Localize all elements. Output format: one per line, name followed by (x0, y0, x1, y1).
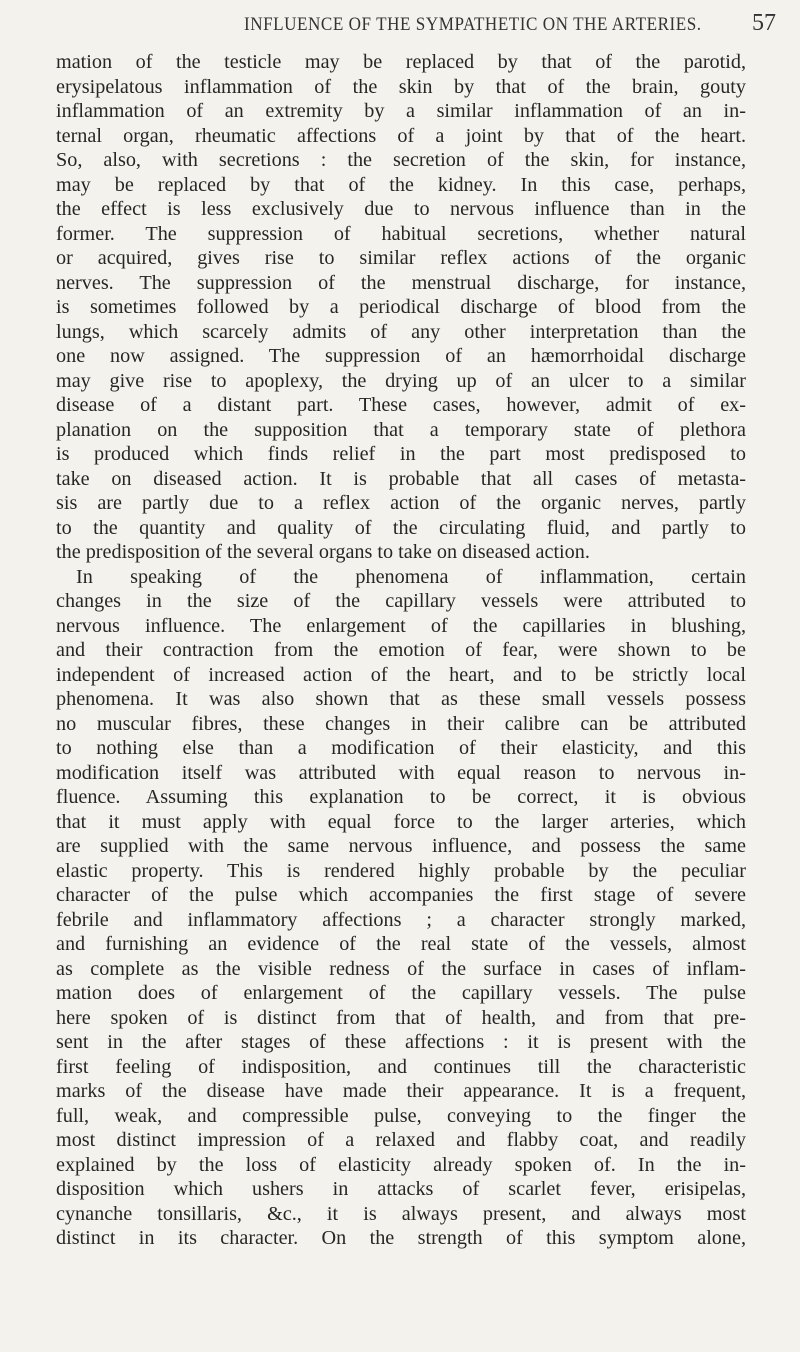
text-line: sis are partly due to a reflex action of the organic nerves, partly (56, 492, 746, 514)
text-line: disposition which ushers in attacks of scarlet fever, erisipelas, (56, 1178, 746, 1200)
text-line: to the quantity and quality of the circulating fluid, and partly to (56, 516, 746, 539)
text-line: full, weak, and compressible pulse, conveying to the finger the (56, 1104, 746, 1127)
text-line: phenomena. It was also shown that as these small vessels possess (56, 688, 746, 710)
text-line: are supplied with the same nervous influence, and possess the same (56, 835, 746, 857)
text-line: former. The suppression of habitual secretions, whether natural (56, 222, 746, 245)
text-line: explained by the loss of elasticity already spoken of. In the in- (56, 1153, 746, 1176)
text-line: erysipelatous inflammation of the skin by that of the brain, gouty (56, 75, 746, 98)
text-line: mation of the testicle may be replaced by that of the parotid, (56, 51, 746, 73)
text-line: to nothing else than a modification of their elasticity, and this (56, 737, 746, 759)
text-line: distinct in its character. On the strength of this symptom alone, (56, 1227, 746, 1249)
page-number: 57 (752, 10, 776, 36)
text-line: changes in the size of the capillary vessels were attributed to (56, 590, 746, 612)
text-line: modification itself was attributed with equal reason to nervous in- (56, 761, 746, 784)
text-line: elastic property. This is rendered highly probable by the peculiar (56, 859, 746, 882)
text-line: planation on the supposition that a temporary state of plethora (56, 418, 746, 441)
text-line: disease of a distant part. These cases, however, admit of ex- (56, 394, 746, 416)
text-line: sent in the after stages of these affections : it is present with the (56, 1031, 746, 1053)
text-line: febrile and inflammatory affections ; a character strongly marked, (56, 908, 746, 931)
text-line: most distinct impression of a relaxed and flabby coat, and readily (56, 1129, 746, 1151)
text-line: lungs, which scarcely admits of any other interpretation than the (56, 320, 746, 343)
text-line: here spoken of is distinct from that of health, and from that pre- (56, 1006, 746, 1029)
text-line: take on diseased action. It is probable that all cases of metasta- (56, 467, 746, 490)
text-line: marks of the disease have made their appearance. It is a frequent, (56, 1080, 746, 1102)
text-line: independent of increased action of the heart, and to be strictly local (56, 663, 746, 686)
body-text (56, 50, 746, 1251)
text-line: ternal organ, rheumatic affections of a joint by that of the heart. (56, 124, 746, 147)
text-line: cynanche tonsillaris, &c., it is always present, and always most (56, 1202, 746, 1225)
text-line: character of the pulse which accompanies the first stage of severe (56, 884, 746, 906)
text-line: is sometimes followed by a periodical discharge of blood from the (56, 296, 746, 318)
text-line: as complete as the visible redness of the surface in cases of inflam- (56, 957, 746, 980)
text-line: no muscular fibres, these changes in their calibre can be attributed (56, 712, 746, 735)
text-line: may be replaced by that of the kidney. In this case, perhaps, (56, 173, 746, 196)
text-line: first feeling of indisposition, and continues till the characteristic (56, 1055, 746, 1078)
text-line: the predisposition of the several organs to take on diseased action. (56, 541, 590, 563)
text-line: mation does of enlargement of the capillary vessels. The pulse (56, 982, 746, 1004)
text-line: and their contraction from the emotion of fear, were shown to be (56, 639, 746, 661)
text-line: may give rise to apoplexy, the drying up of an ulcer to a similar (56, 369, 746, 392)
text-line: So, also, with secretions : the secretion of the skin, for instance, (56, 149, 746, 171)
running-head (0, 10, 800, 54)
text-line: or acquired, gives rise to similar reflex actions of the organic (56, 247, 746, 269)
text-line: fluence. Assuming this explanation to be correct, it is obvious (56, 786, 746, 808)
paragraph-start-line: In speaking of the phenomena of inflammation, certain (76, 565, 746, 588)
text-line: nervous influence. The enlargement of the capillaries in blushing, (56, 614, 746, 637)
text-line: is produced which finds relief in the part most predisposed to (56, 443, 746, 465)
text-line: that it must apply with equal force to the larger arteries, which (56, 810, 746, 833)
running-head-title: INFLUENCE OF THE SYMPATHETIC ON THE ARTERIES. (244, 14, 702, 35)
text-line: inflammation of an extremity by a similar inflammation of an in- (56, 100, 746, 122)
text-line: and furnishing an evidence of the real state of the vessels, almost (56, 933, 746, 955)
text-line: one now assigned. The suppression of an hæmorrhoidal discharge (56, 345, 746, 367)
text-line: the effect is less exclusively due to nervous influence than in the (56, 198, 746, 220)
text-line: nerves. The suppression of the menstrual discharge, for instance, (56, 271, 746, 294)
